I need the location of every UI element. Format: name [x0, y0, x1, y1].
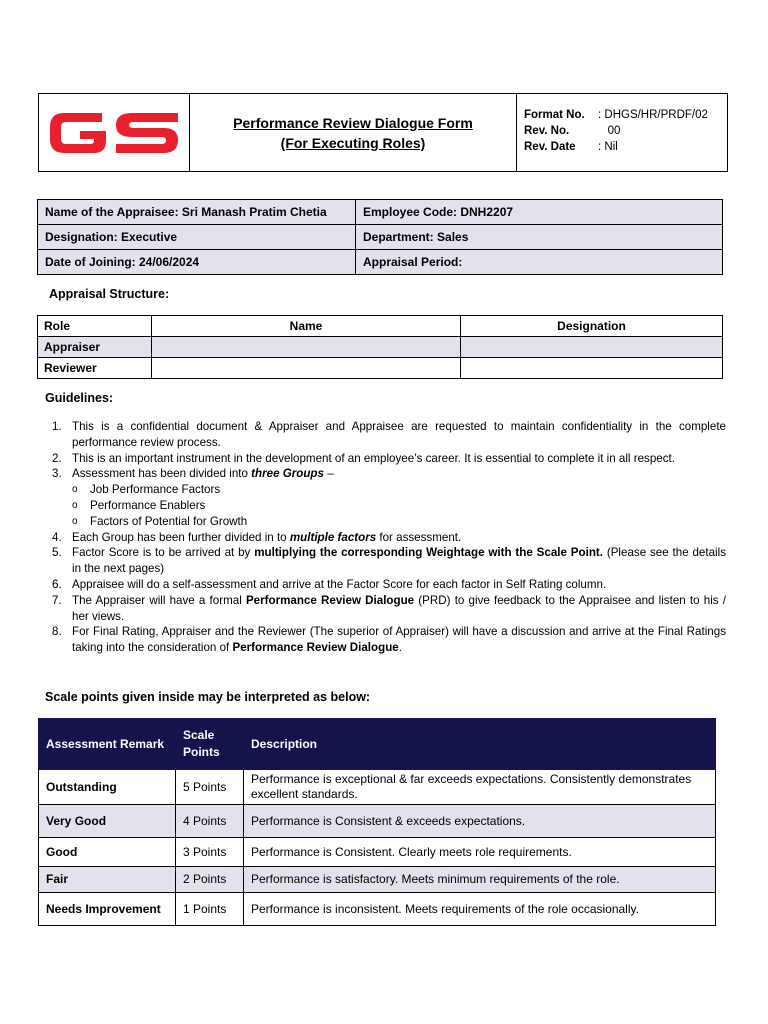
list-item	[52, 530, 726, 546]
list-number: 8.	[52, 625, 62, 639]
info-row	[38, 250, 723, 275]
col-role: Role	[38, 316, 152, 337]
bullet-icon: o	[72, 484, 78, 496]
appraisal-structure-table	[37, 315, 723, 379]
remark-cell: Fair	[39, 867, 176, 893]
points-cell: 1 Points	[176, 893, 244, 926]
text-run: Factor Score is to be arrived at by	[72, 546, 255, 560]
remark-cell: Very Good	[39, 805, 176, 838]
bullet-icon: o	[72, 515, 78, 527]
table-row	[39, 770, 716, 805]
points-cell: 5 Points	[176, 770, 244, 805]
reviewer-designation-cell[interactable]	[461, 358, 723, 379]
list-text	[72, 624, 726, 656]
bullet-icon: o	[72, 499, 78, 511]
department: Department: Sales	[356, 225, 723, 250]
rev-date-label: Rev. Date	[524, 141, 576, 153]
gs-logo-icon	[44, 107, 184, 159]
sub-list-item	[52, 482, 726, 498]
list-number: 4.	[52, 530, 62, 544]
list-number: 3.	[52, 467, 62, 481]
sub-list-item	[52, 498, 726, 514]
list-text	[72, 593, 726, 625]
format-number-row	[524, 107, 727, 123]
list-number: 1.	[52, 420, 62, 433]
designation: Designation: Executive	[38, 225, 356, 250]
form-title	[190, 94, 517, 171]
form-title-line1: Performance Review Dialogue Form	[233, 114, 473, 131]
description-cell: Performance is Consistent. Clearly meets role requirements.	[244, 838, 716, 867]
structure-header-row	[38, 316, 723, 337]
points-cell: 4 Points	[176, 805, 244, 838]
rev-number-value: 00	[598, 125, 621, 137]
list-number: 5.	[52, 546, 62, 560]
format-number-value: : DHGS/HR/PRDF/02	[598, 109, 708, 121]
appraisee-name: Name of the Appraisee: Sri Manash Pratim Chetia	[38, 200, 356, 225]
date-of-joining: Date of Joining: 24/06/2024	[38, 250, 356, 275]
list-text	[72, 466, 726, 482]
rev-number-label: Rev. No.	[524, 125, 570, 137]
description-cell: Performance is exceptional & far exceeds expectations. Consistently demonstrates excellent standards.	[244, 770, 716, 805]
info-row	[38, 200, 723, 225]
list-text: This is an important instrument in the development of an employee’s career. It is essential to complete it in all respect.	[72, 451, 675, 465]
appraisee-info-table	[37, 199, 723, 275]
strong-text: multiplying the corresponding Weightage with the Scale Point.	[254, 546, 603, 560]
col-assessment-remark: Assessment Remark	[39, 719, 176, 770]
list-text: This is a confidential document & Appraiser and Appraisee are requested to maintain confidentiality in the complete performance review process.	[72, 420, 726, 449]
description-cell: Performance is satisfactory. Meets minimum requirements of the role.	[244, 867, 716, 893]
list-item	[52, 624, 726, 656]
table-row	[39, 805, 716, 838]
table-row	[39, 893, 716, 926]
text-run: (Please see the details in the next pages)	[72, 546, 726, 576]
appraiser-row	[38, 337, 723, 358]
remark-cell: Needs Improvement	[39, 893, 176, 926]
list-item	[52, 593, 726, 625]
list-item	[52, 577, 726, 593]
appraisal-structure-heading: Appraisal Structure:	[49, 287, 170, 301]
description-cell: Performance is inconsistent. Meets requirements of the role occasionally.	[244, 893, 716, 926]
list-text	[72, 545, 726, 577]
text-run: –	[323, 467, 334, 481]
col-name: Name	[152, 316, 461, 337]
description-cell: Performance is Consistent & exceeds expectations.	[244, 805, 716, 838]
text-run: For Final Rating, Appraiser and the Reviewer (The superior of Appraiser) will have a discussion and arrive at the Final Ratings taking into the consideration of	[72, 625, 726, 655]
company-logo	[39, 94, 190, 171]
strong-text: Performance Review Dialogue	[232, 641, 399, 655]
sub-item-text: Performance Enablers	[90, 498, 206, 512]
scale-heading: Scale points given inside may be interpreted as below:	[45, 690, 371, 704]
rev-number-row	[524, 123, 727, 139]
list-item	[52, 419, 726, 451]
employee-code: Employee Code: DNH2207	[356, 200, 723, 225]
text-run: The Appraiser will have a formal	[72, 593, 246, 607]
table-row	[39, 838, 716, 867]
col-scale-points: Scale Points	[176, 719, 244, 770]
info-row	[38, 225, 723, 250]
list-item	[52, 545, 726, 577]
text-run: Each Group has been further divided in to	[72, 530, 290, 544]
emphasis-text: three Groups	[251, 467, 324, 481]
appraisal-period: Appraisal Period:	[356, 250, 723, 275]
sub-item-text: Factors of Potential for Growth	[90, 514, 248, 528]
sub-list-item	[52, 514, 726, 530]
points-cell: 2 Points	[176, 867, 244, 893]
text-run: for assessment.	[376, 530, 462, 544]
guidelines-list	[52, 419, 726, 656]
list-text	[72, 530, 726, 546]
list-number: 2.	[52, 451, 62, 465]
format-number-label: Format No.	[524, 109, 585, 121]
reviewer-name-cell[interactable]	[152, 358, 461, 379]
list-item	[52, 466, 726, 482]
list-text: Appraisee will do a self-assessment and arrive at the Factor Score for each factor in Self Rating column.	[72, 577, 607, 591]
remark-cell: Outstanding	[39, 770, 176, 805]
strong-text: Performance Review Dialogue	[245, 593, 415, 607]
reviewer-row	[38, 358, 723, 379]
reviewer-label: Reviewer	[38, 358, 152, 379]
table-row	[39, 867, 716, 893]
sub-item-text: Job Performance Factors	[90, 483, 221, 497]
text-run: (PRD) to give feedback to the Appraisee and listen to his / her views.	[72, 593, 726, 623]
remark-cell: Good	[39, 838, 176, 867]
text-run: Assessment has been divided into	[72, 467, 252, 481]
appraiser-designation-cell[interactable]	[461, 337, 723, 358]
appraiser-name-cell[interactable]	[152, 337, 461, 358]
list-number: 7.	[52, 593, 62, 607]
rev-date-row	[524, 139, 727, 155]
rev-date-value: : Nil	[598, 141, 618, 153]
format-info	[517, 94, 727, 171]
text-run: .	[398, 641, 402, 655]
emphasis-text: multiple factors	[289, 530, 377, 544]
scale-points-table	[38, 718, 716, 926]
points-cell: 3 Points	[176, 838, 244, 867]
form-title-line2: (For Executing Roles)	[280, 134, 426, 151]
col-description: Description	[244, 719, 716, 770]
appraiser-label: Appraiser	[38, 337, 152, 358]
list-number: 6.	[52, 577, 62, 591]
form-header	[38, 93, 728, 172]
col-designation: Designation	[461, 316, 723, 337]
guidelines-heading: Guidelines:	[45, 391, 114, 405]
list-item	[52, 451, 726, 467]
scale-header-row	[39, 719, 716, 770]
